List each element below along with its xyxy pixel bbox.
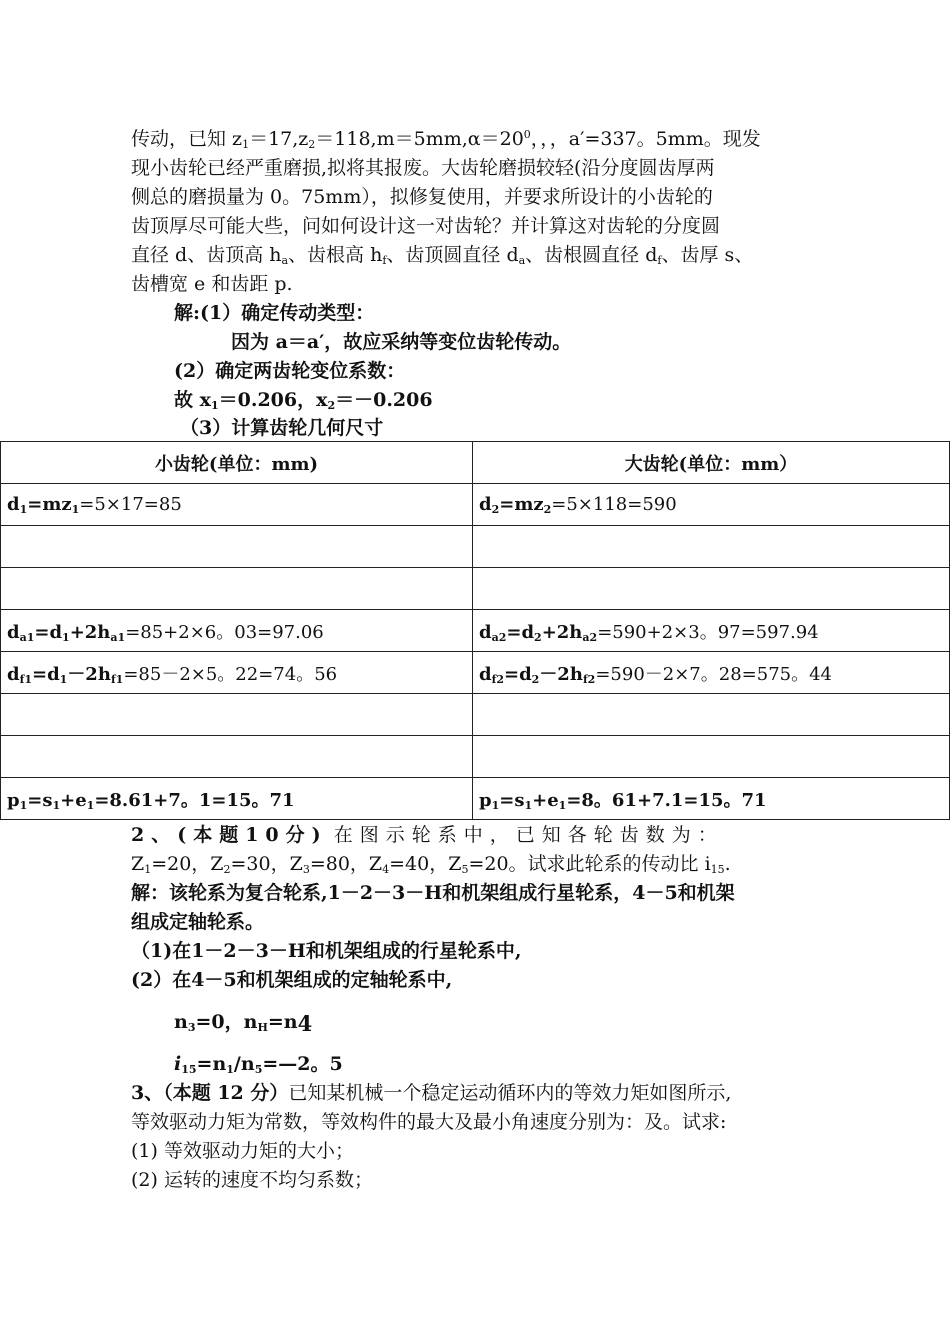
problem2-solution-3: （1)在1－2－3－H和机架组成的行星轮系中, bbox=[131, 940, 522, 962]
problem1-line-1: 传动，已知 $z_1=17,z_2=118,m=5mm,\alpha=20^0$，，，a′=337。5mm。现发 bbox=[131, 128, 761, 151]
cell-d1: $d_1=mz_1=5\times 17=85$ bbox=[1, 484, 473, 526]
solution1-step1-body: 因为 a＝a′，故应采纳等变位齿轮传动。 bbox=[231, 331, 572, 353]
problem3-line-4: (2) 运转的速度不均匀系数； bbox=[131, 1169, 373, 1191]
problem1-line-5: 直径 d、齿顶高 $h_a$、齿根高 $h_f$、齿顶圆直径 $d_a$、齿根圆直径 $d_f$、齿厚 s、 bbox=[131, 244, 754, 267]
solution1-step2-result: 故 $x_1=0.206$，$x_2=-0.206$ bbox=[174, 389, 433, 412]
problem2-equation-1: $n_3=0$，$n_H=n4$ bbox=[174, 1011, 313, 1036]
empty-cell bbox=[1, 736, 473, 778]
solution1-step2-title: (2）确定两齿轮变位系数： bbox=[174, 360, 406, 382]
problem2-teeth: $Z_1=20$，$Z_2=30$，$Z_3=80$，$Z_4=40$，$Z_5=20$。试求此轮系的传动比 $i_{15}$. bbox=[131, 853, 731, 876]
empty-cell bbox=[1, 526, 473, 568]
gear-dimension-table bbox=[0, 441, 950, 820]
empty-cell bbox=[473, 568, 950, 610]
problem2-heading: 2、(本题10分) 在图示轮系中，已知各轮齿数为： bbox=[131, 824, 724, 846]
problem1-line-3: 侧总的磨损量为 0。75mm），拟修复使用，并要求所设计的小齿轮的 bbox=[131, 186, 713, 208]
table-row-empty bbox=[1, 736, 950, 778]
cell-da2: $d_{a2}=d_2+2h_{a2}=590+2\times 3$。97=597.94 bbox=[473, 610, 950, 652]
table-row bbox=[1, 652, 950, 694]
table-row-empty bbox=[1, 694, 950, 736]
problem3-heading: 3、（本题 12 分）已知某机械一个稳定运动循环内的等效力矩如图所示, bbox=[131, 1082, 732, 1104]
problem1-line-2: 现小齿轮已经严重磨损,拟将其报废。大齿轮磨损较轻(沿分度圆齿厚两 bbox=[131, 157, 715, 179]
table-row bbox=[1, 778, 950, 820]
cell-da1: $d_{a1}=d_1+2h_{a1}=85+2\times 6$。03=97.06 bbox=[1, 610, 473, 652]
problem2-solution-2: 组成定轴轮系。 bbox=[131, 911, 265, 933]
empty-cell bbox=[473, 526, 950, 568]
empty-cell bbox=[1, 694, 473, 736]
empty-cell bbox=[1, 568, 473, 610]
cell-df2: $d_{f2}=d_2-2h_{f2}=590-2\times 7$。28=575。44 bbox=[473, 652, 950, 694]
table-header-row bbox=[1, 442, 950, 484]
cell-p2: $p_1=s_1+e_1=8$。61+7.1=15。71 bbox=[473, 778, 950, 820]
empty-cell bbox=[473, 694, 950, 736]
problem3-line-2: 等效驱动力矩为常数，等效构件的最大及最小角速度分别为：及。试求: bbox=[131, 1111, 727, 1133]
cell-df1: $d_{f1}=d_1-2h_{f1}=85-2\times 5$。22=74。56 bbox=[1, 652, 473, 694]
header-small-gear: 小齿轮(单位：mm) bbox=[1, 442, 473, 484]
solution1-step3-title: （3）计算齿轮几何尺寸 bbox=[180, 417, 384, 439]
empty-cell bbox=[473, 736, 950, 778]
problem2-solution-1: 解：该轮系为复合轮系,1－2－3－H和机架组成行星轮系，4－5和机架 bbox=[131, 882, 735, 904]
cell-d2: $d_2=mz_2=5\times 118=590$ bbox=[473, 484, 950, 526]
table-row-empty bbox=[1, 526, 950, 568]
table-row bbox=[1, 610, 950, 652]
problem3-line-3: (1) 等效驱动力矩的大小； bbox=[131, 1140, 354, 1162]
problem2-equation-2: $i_{15}=n_1/n_5=—2$。5 bbox=[174, 1053, 343, 1076]
problem1-line-4: 齿顶厚尽可能大些，问如何设计这一对齿轮？并计算这对齿轮的分度圆 bbox=[131, 215, 721, 237]
problem2-solution-4: (2）在4－5和机架组成的定轴轮系中, bbox=[131, 969, 453, 991]
problem1-line-6: 齿槽宽 e 和齿距 p. bbox=[131, 273, 293, 295]
cell-p1: $p_1=s_1+e_1=8.61+7$。1=15。71 bbox=[1, 778, 473, 820]
table-row bbox=[1, 484, 950, 526]
table-row-empty bbox=[1, 568, 950, 610]
solution1-step1-title: 解:(1）确定传动类型： bbox=[174, 302, 375, 324]
header-large-gear: 大齿轮(单位：mm） bbox=[473, 442, 950, 484]
